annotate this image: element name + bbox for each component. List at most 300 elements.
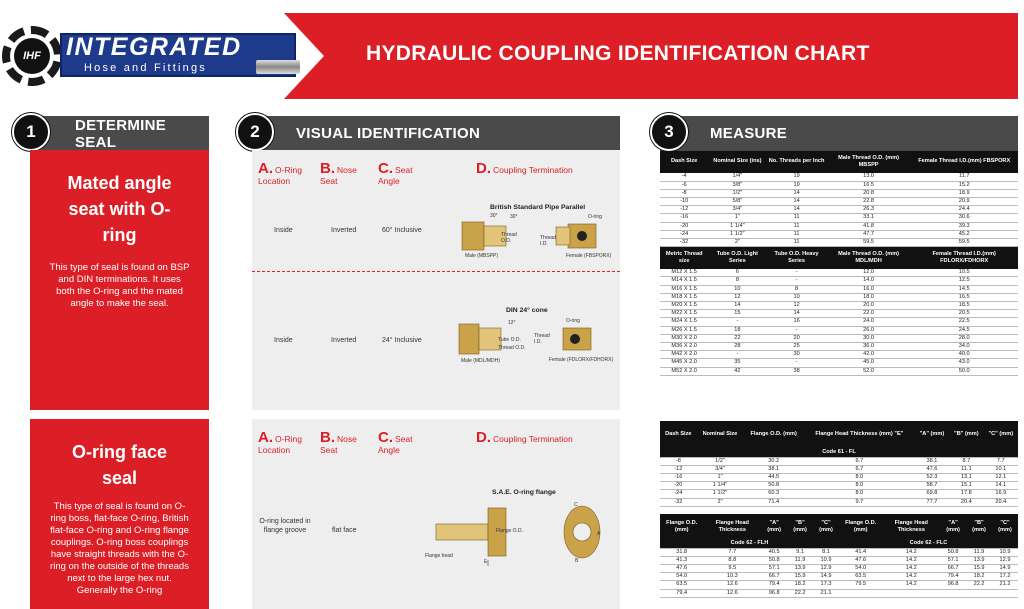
table-cell: 20.0 bbox=[827, 301, 911, 309]
fig-label: C bbox=[574, 502, 578, 508]
seal-card-title: Mated angle seat with O-ring bbox=[67, 173, 172, 245]
table-header-cell: Metric Thread size bbox=[660, 247, 708, 269]
fig-title: British Standard Pipe Parallel bbox=[490, 204, 586, 211]
table-cell: 38.1 bbox=[743, 465, 804, 473]
table-row bbox=[660, 181, 1018, 189]
table-cell: 1/2" bbox=[697, 457, 744, 465]
cell-angle: 24° Inclusive bbox=[382, 337, 422, 344]
table-cell: 39.3 bbox=[910, 222, 1018, 230]
table-cell: 79.4 bbox=[940, 573, 966, 581]
table-cell: 12.9 bbox=[813, 565, 839, 573]
table-cell: M42 X 2.0 bbox=[660, 351, 708, 359]
table-cell: M45 X 2.0 bbox=[660, 359, 708, 367]
table-code-row bbox=[660, 540, 1018, 548]
table-header-cell: Dash Size bbox=[660, 151, 708, 173]
table-header-cell: "B" (mm) bbox=[787, 514, 813, 540]
table-cell: 15 bbox=[708, 310, 766, 318]
table-row bbox=[660, 573, 1018, 581]
table-cell: 52.0 bbox=[827, 367, 911, 375]
table-cell: 15.9 bbox=[966, 565, 992, 573]
table-header-cell: Tube O.D. Light Series bbox=[708, 247, 766, 269]
flange-62-table bbox=[660, 514, 1018, 598]
table-cell: 47.6 bbox=[915, 465, 949, 473]
table-cell: 12.6 bbox=[703, 589, 761, 597]
table-cell: 30.6 bbox=[910, 214, 1018, 222]
fig-label: 30° bbox=[510, 214, 518, 220]
table-cell: 14.2 bbox=[882, 548, 940, 556]
table-cell: 38 bbox=[766, 367, 826, 375]
table-cell: 14.0 bbox=[827, 277, 911, 285]
table-cell bbox=[839, 589, 882, 597]
table-cell: 13.9 bbox=[966, 556, 992, 564]
table-cell: M20 X 1.5 bbox=[660, 301, 708, 309]
section-3-header: MEASURE bbox=[660, 116, 1018, 151]
table-header-cell: "A" (mm) bbox=[761, 514, 787, 540]
table-header-cell: No. Threads per Inch bbox=[766, 151, 826, 173]
table-cell: 45.0 bbox=[827, 359, 911, 367]
table-cell: 6.7 bbox=[804, 465, 915, 473]
col-header-nose: B. Nose Seat bbox=[320, 429, 357, 455]
table-cell: 10.3 bbox=[703, 573, 761, 581]
table-cell: 58.7 bbox=[915, 482, 949, 490]
table-header-cell: Female Thread I.D.(mm) FDLORX/FDHORX bbox=[910, 247, 1018, 269]
table-cell: 63.5 bbox=[839, 573, 882, 581]
table-header-row bbox=[660, 247, 1018, 269]
table-cell: 47.7 bbox=[827, 230, 911, 238]
table-cell: 10.5 bbox=[910, 269, 1018, 277]
table-cell: 22.2 bbox=[966, 581, 992, 589]
table-cell: 14.2 bbox=[882, 573, 940, 581]
table-cell: 42 bbox=[708, 367, 766, 375]
table-cell: 79.5 bbox=[839, 581, 882, 589]
table-cell: 26.3 bbox=[827, 206, 911, 214]
table-cell: - bbox=[708, 351, 766, 359]
table-cell: 20.9 bbox=[910, 198, 1018, 206]
table-cell: 10 bbox=[766, 293, 826, 301]
table-cell: 71.4 bbox=[743, 498, 804, 506]
table-cell: 12 bbox=[766, 301, 826, 309]
col-header-termination: D. Coupling Termination bbox=[476, 160, 573, 177]
bsp-table bbox=[660, 151, 1018, 376]
table-row bbox=[660, 589, 1018, 597]
table-cell: 44.5 bbox=[743, 474, 804, 482]
table-header-row bbox=[660, 514, 1018, 540]
table-cell: 59.5 bbox=[910, 239, 1018, 247]
section-3-number: 3 bbox=[650, 113, 688, 151]
table-cell: 11 bbox=[766, 230, 826, 238]
table-cell: 12.6 bbox=[703, 581, 761, 589]
logo-subtitle: Hose and Fittings bbox=[84, 62, 207, 74]
table-header-cell: "A" (mm) bbox=[940, 514, 966, 540]
table-cell: 30.0 bbox=[827, 334, 911, 342]
table-cell: - bbox=[766, 359, 826, 367]
table-cell: 14.5 bbox=[910, 285, 1018, 293]
table-cell: 17.8 bbox=[949, 490, 983, 498]
fig-label: Thread I.D. bbox=[540, 235, 556, 247]
table-cell: 8.0 bbox=[804, 490, 915, 498]
table-cell: 9.1 bbox=[787, 548, 813, 556]
table-cell: M36 X 2.0 bbox=[660, 342, 708, 350]
table-cell: 18 bbox=[708, 326, 766, 334]
table-header-cell: "B" (mm) bbox=[966, 514, 992, 540]
table-cell: M14 X 1.5 bbox=[660, 277, 708, 285]
table-row bbox=[660, 206, 1018, 214]
table-row bbox=[660, 301, 1018, 309]
table-cell: 31.8 bbox=[660, 548, 703, 556]
table-cell: 12.1 bbox=[984, 474, 1018, 482]
table-code-label: Code 62 - FLH bbox=[660, 540, 839, 548]
table-cell: 22.2 bbox=[787, 589, 813, 597]
table-header-cell: Flange Head Thickness bbox=[703, 514, 761, 540]
table-cell: 5/8" bbox=[708, 198, 766, 206]
fig-label: 30° bbox=[490, 213, 498, 219]
table-row bbox=[660, 277, 1018, 285]
table-cell: 8.0 bbox=[804, 482, 915, 490]
seal-card-title: O-ring face seal bbox=[71, 442, 168, 488]
table-cell: 21.1 bbox=[813, 589, 839, 597]
table-cell: 54.0 bbox=[839, 565, 882, 573]
cell-oring: O-ring located in flange groove bbox=[259, 518, 311, 534]
table-cell: 14.9 bbox=[992, 565, 1018, 573]
table-row bbox=[660, 285, 1018, 293]
cell-nose: Inverted bbox=[331, 337, 357, 344]
table-cell: 16.0 bbox=[827, 285, 911, 293]
fig-label: O-ring bbox=[566, 318, 580, 324]
table-cell: -32 bbox=[660, 239, 708, 247]
table-cell: 10.9 bbox=[992, 548, 1018, 556]
table-cell: 15.9 bbox=[787, 573, 813, 581]
table-cell: 41.8 bbox=[827, 222, 911, 230]
table-cell: 11.1 bbox=[949, 465, 983, 473]
fig-female-label: Female (FBSPORX) bbox=[566, 253, 612, 259]
col-header-oring: A. O-Ring Location bbox=[258, 429, 302, 455]
table-cell: 41.4 bbox=[839, 548, 882, 556]
table-cell: 40.0 bbox=[910, 351, 1018, 359]
table-cell: 12 bbox=[708, 293, 766, 301]
table-cell: 20.5 bbox=[910, 310, 1018, 318]
table-cell: -8 bbox=[660, 457, 697, 465]
table-cell: 22.8 bbox=[827, 198, 911, 206]
table-row bbox=[660, 351, 1018, 359]
row-divider bbox=[252, 271, 620, 272]
table-cell: 10.9 bbox=[813, 556, 839, 564]
table-cell: 17.3 bbox=[813, 581, 839, 589]
fig-label: O-ring bbox=[588, 214, 602, 220]
table-cell: -4 bbox=[660, 173, 708, 181]
table-cell: 50.0 bbox=[910, 367, 1018, 375]
visual-panel-1 bbox=[252, 150, 620, 410]
table-cell: 20.4 bbox=[984, 498, 1018, 506]
table-row bbox=[660, 482, 1018, 490]
table-cell: -12 bbox=[660, 465, 697, 473]
table-row bbox=[660, 326, 1018, 334]
table-cell: 77.7 bbox=[915, 498, 949, 506]
table-cell: 52.3 bbox=[915, 474, 949, 482]
fig-label: A bbox=[597, 531, 601, 537]
table-row bbox=[660, 581, 1018, 589]
table-row bbox=[660, 239, 1018, 247]
table-cell: -8 bbox=[660, 189, 708, 197]
table-cell: - bbox=[766, 277, 826, 285]
table-row bbox=[660, 565, 1018, 573]
fig-female-label: Female (FDLORX/FDHORX) bbox=[549, 357, 614, 363]
table-cell: 11.9 bbox=[966, 548, 992, 556]
table-header-cell: "C" (mm) bbox=[813, 514, 839, 540]
table-row bbox=[660, 342, 1018, 350]
table-code-label: Code 62 - FLC bbox=[839, 540, 1018, 548]
table-cell: 8.7 bbox=[949, 457, 983, 465]
table-cell: 14.1 bbox=[984, 482, 1018, 490]
fig-title: DIN 24° cone bbox=[506, 307, 548, 314]
table-cell: 9.5 bbox=[703, 565, 761, 573]
flange-61-table bbox=[660, 421, 1018, 507]
table-cell: 8.0 bbox=[804, 474, 915, 482]
table-cell: 24.5 bbox=[910, 326, 1018, 334]
table-header-cell: "B" (mm) bbox=[949, 421, 983, 449]
table-cell: 50.8 bbox=[743, 482, 804, 490]
table-cell: 12.9 bbox=[992, 556, 1018, 564]
table-row bbox=[660, 359, 1018, 367]
table-cell: 22.5 bbox=[910, 318, 1018, 326]
table-cell: 3/4" bbox=[708, 206, 766, 214]
table-cell: M18 X 1.5 bbox=[660, 293, 708, 301]
table-cell: 50.8 bbox=[761, 556, 787, 564]
table-cell: 30 bbox=[766, 351, 826, 359]
table-cell: 18.9 bbox=[910, 189, 1018, 197]
table-cell: -10 bbox=[660, 198, 708, 206]
table-cell: 14.2 bbox=[882, 556, 940, 564]
table-row bbox=[660, 334, 1018, 342]
table-cell: 66.7 bbox=[940, 565, 966, 573]
table-cell: 1 1/4" bbox=[708, 222, 766, 230]
col-header-angle: C. Seat Angle bbox=[378, 160, 413, 186]
table-cell: 57.1 bbox=[940, 556, 966, 564]
table-cell: 36.0 bbox=[827, 342, 911, 350]
table-cell: 13.9 bbox=[787, 565, 813, 573]
table-cell: 42.0 bbox=[827, 351, 911, 359]
table-cell: 1" bbox=[697, 474, 744, 482]
table-cell: 66.7 bbox=[761, 573, 787, 581]
table-code-label: Code 61 - FL bbox=[660, 449, 1018, 457]
table-cell: 11 bbox=[766, 214, 826, 222]
table-cell: 96.8 bbox=[761, 589, 787, 597]
table-cell: 8.1 bbox=[813, 548, 839, 556]
table-cell: 24.4 bbox=[910, 206, 1018, 214]
table-cell: -16 bbox=[660, 214, 708, 222]
table-cell: 11.9 bbox=[787, 556, 813, 564]
table-header-cell: Flange Head Thickness (mm) "E" bbox=[804, 421, 915, 449]
logo-wordmark: INTEGRATED bbox=[66, 33, 242, 61]
table-cell: 11 bbox=[766, 222, 826, 230]
table-cell: 79.4 bbox=[761, 581, 787, 589]
table-cell: 38.1 bbox=[915, 457, 949, 465]
table-cell: 20 bbox=[766, 334, 826, 342]
table-header-cell: Tube O.D. Heavy Series bbox=[766, 247, 826, 269]
table-cell: 41.3 bbox=[660, 556, 703, 564]
table-cell: 43.0 bbox=[910, 359, 1018, 367]
table-row bbox=[660, 293, 1018, 301]
table-cell: 18.5 bbox=[910, 301, 1018, 309]
table-cell bbox=[882, 589, 940, 597]
table-header-row bbox=[660, 151, 1018, 173]
table-cell: -32 bbox=[660, 498, 697, 506]
table-cell: -24 bbox=[660, 490, 697, 498]
logo-badge: IHF bbox=[14, 38, 50, 74]
fig-label: Flange head bbox=[425, 553, 453, 559]
table-cell: 16.5 bbox=[910, 293, 1018, 301]
table-cell: 10.1 bbox=[984, 465, 1018, 473]
fig-label: E bbox=[484, 559, 488, 565]
table-cell: - bbox=[766, 269, 826, 277]
table-row bbox=[660, 189, 1018, 197]
table-cell: 6 bbox=[708, 269, 766, 277]
table-cell: 22.0 bbox=[827, 310, 911, 318]
table-row bbox=[660, 548, 1018, 556]
table-cell: 19 bbox=[766, 173, 826, 181]
table-header-cell: Flange O.D. (mm) bbox=[660, 514, 703, 540]
table-cell: M30 X 2.0 bbox=[660, 334, 708, 342]
table-cell: 1 1/4" bbox=[697, 482, 744, 490]
table-cell: 1 1/2" bbox=[708, 230, 766, 238]
table-row bbox=[660, 230, 1018, 238]
table-cell: 24.0 bbox=[827, 318, 911, 326]
table-cell: M24 X 1.5 bbox=[660, 318, 708, 326]
table-cell: 59.5 bbox=[827, 239, 911, 247]
fig-male-label: Male (MBSPP) bbox=[465, 253, 499, 259]
table-header-cell: "C" (mm) bbox=[992, 514, 1018, 540]
cell-nose: Inverted bbox=[331, 227, 357, 234]
table-cell: 18.2 bbox=[966, 573, 992, 581]
table-row bbox=[660, 222, 1018, 230]
table-cell: 14 bbox=[766, 189, 826, 197]
table-cell: 14.2 bbox=[882, 581, 940, 589]
table-header-cell: "A" (mm) bbox=[915, 421, 949, 449]
table-row bbox=[660, 173, 1018, 181]
table-cell: 26.0 bbox=[827, 326, 911, 334]
table-cell: 47.6 bbox=[660, 565, 703, 573]
table-cell: 20.8 bbox=[827, 189, 911, 197]
table-cell bbox=[992, 589, 1018, 597]
table-cell: -6 bbox=[660, 181, 708, 189]
table-cell: 16.9 bbox=[984, 490, 1018, 498]
table-row bbox=[660, 310, 1018, 318]
table-cell: 96.8 bbox=[940, 581, 966, 589]
fig-label: B bbox=[575, 558, 579, 564]
table-code-row bbox=[660, 449, 1018, 457]
table-cell: 14.9 bbox=[813, 573, 839, 581]
table-cell: 8 bbox=[708, 277, 766, 285]
table-cell: 47.6 bbox=[839, 556, 882, 564]
table-cell: 2" bbox=[708, 239, 766, 247]
table-cell: 12.5 bbox=[910, 277, 1018, 285]
table-cell: 16 bbox=[766, 318, 826, 326]
table-row bbox=[660, 367, 1018, 375]
table-cell: 63.5 bbox=[660, 581, 703, 589]
table-cell: 12.0 bbox=[827, 269, 911, 277]
col-header-nose: B. Nose Seat bbox=[320, 160, 357, 186]
table-cell: 3/8" bbox=[708, 181, 766, 189]
section-2-number: 2 bbox=[236, 113, 274, 151]
table-row bbox=[660, 214, 1018, 222]
table-cell: 15.1 bbox=[949, 482, 983, 490]
table-cell: 33.1 bbox=[827, 214, 911, 222]
col-header-angle: C. Seat Angle bbox=[378, 429, 413, 455]
seal-card-desc: This type of seal is found on O-ring boss, flat-face O-ring, British flat-face O-ring and O-ring flange couplings. O-ring boss couplings have straight threads with the O-ring on the outside of the threads next to the large hex nut. Generally the O-ring bbox=[50, 501, 189, 596]
table-cell bbox=[940, 589, 966, 597]
table-cell: 1/4" bbox=[708, 173, 766, 181]
table-header-cell: Flange O.D. (mm) bbox=[839, 514, 882, 540]
table-cell: 13.0 bbox=[827, 173, 911, 181]
table-cell: 57.1 bbox=[761, 565, 787, 573]
table-cell: 54.0 bbox=[660, 573, 703, 581]
seal-card-mated-angle bbox=[30, 150, 209, 410]
table-row bbox=[660, 490, 1018, 498]
table-cell: 10 bbox=[708, 285, 766, 293]
table-cell: 1/2" bbox=[708, 189, 766, 197]
table-cell: 8 bbox=[766, 285, 826, 293]
table-cell: 16.5 bbox=[827, 181, 911, 189]
col-header-oring: A. O-Ring Location bbox=[258, 160, 302, 186]
table-cell: 60.3 bbox=[743, 490, 804, 498]
logo-fitting-icon bbox=[256, 60, 300, 74]
table-row bbox=[660, 457, 1018, 465]
page-title: HYDRAULIC COUPLING IDENTIFICATION CHART bbox=[366, 42, 870, 65]
table-cell: 79.4 bbox=[660, 589, 703, 597]
table-cell: 14.2 bbox=[882, 565, 940, 573]
table-row bbox=[660, 474, 1018, 482]
table-cell: 13.1 bbox=[949, 474, 983, 482]
table-cell: 30.2 bbox=[743, 457, 804, 465]
table-cell: 18.2 bbox=[787, 581, 813, 589]
section-2-header: VISUAL IDENTIFICATION bbox=[252, 116, 620, 151]
table-cell: 28 bbox=[708, 342, 766, 350]
table-cell: 69.8 bbox=[915, 490, 949, 498]
table-row bbox=[660, 498, 1018, 506]
table-cell: 45.2 bbox=[910, 230, 1018, 238]
fig-label: Thread O.D. bbox=[498, 345, 526, 351]
table-cell: -24 bbox=[660, 230, 708, 238]
section-1-number: 1 bbox=[12, 113, 50, 151]
table-header-cell: Nominal Size bbox=[697, 421, 744, 449]
table-header-cell: Male Thread O.D. (mm) MBSPP bbox=[827, 151, 911, 173]
table-cell: 6.7 bbox=[804, 457, 915, 465]
table-cell: -20 bbox=[660, 222, 708, 230]
table-row bbox=[660, 269, 1018, 277]
table-cell: 18.0 bbox=[827, 293, 911, 301]
table-header-row bbox=[660, 421, 1018, 449]
table-cell: 40.5 bbox=[761, 548, 787, 556]
seal-card-oring-face bbox=[30, 419, 209, 609]
table-header-cell: Dash Size bbox=[660, 421, 697, 449]
table-cell: 35 bbox=[708, 359, 766, 367]
fig-label: 12° bbox=[508, 320, 516, 326]
table-cell: 14 bbox=[766, 198, 826, 206]
cell-nose: flat face bbox=[332, 527, 357, 534]
table-header-cell: "C" (mm) bbox=[984, 421, 1018, 449]
table-row bbox=[660, 198, 1018, 206]
table-cell: 14 bbox=[708, 301, 766, 309]
table-cell: 11 bbox=[766, 239, 826, 247]
table-cell: M16 X 1.5 bbox=[660, 285, 708, 293]
table-cell: 34.0 bbox=[910, 342, 1018, 350]
table-cell: -16 bbox=[660, 474, 697, 482]
table-cell: -12 bbox=[660, 206, 708, 214]
table-cell: M26 X 1.5 bbox=[660, 326, 708, 334]
table-header-cell: Flange Head Thickness bbox=[882, 514, 940, 540]
table-cell: 11.7 bbox=[910, 173, 1018, 181]
col-header-termination: D. Coupling Termination bbox=[476, 429, 573, 446]
table-cell: 22 bbox=[708, 334, 766, 342]
